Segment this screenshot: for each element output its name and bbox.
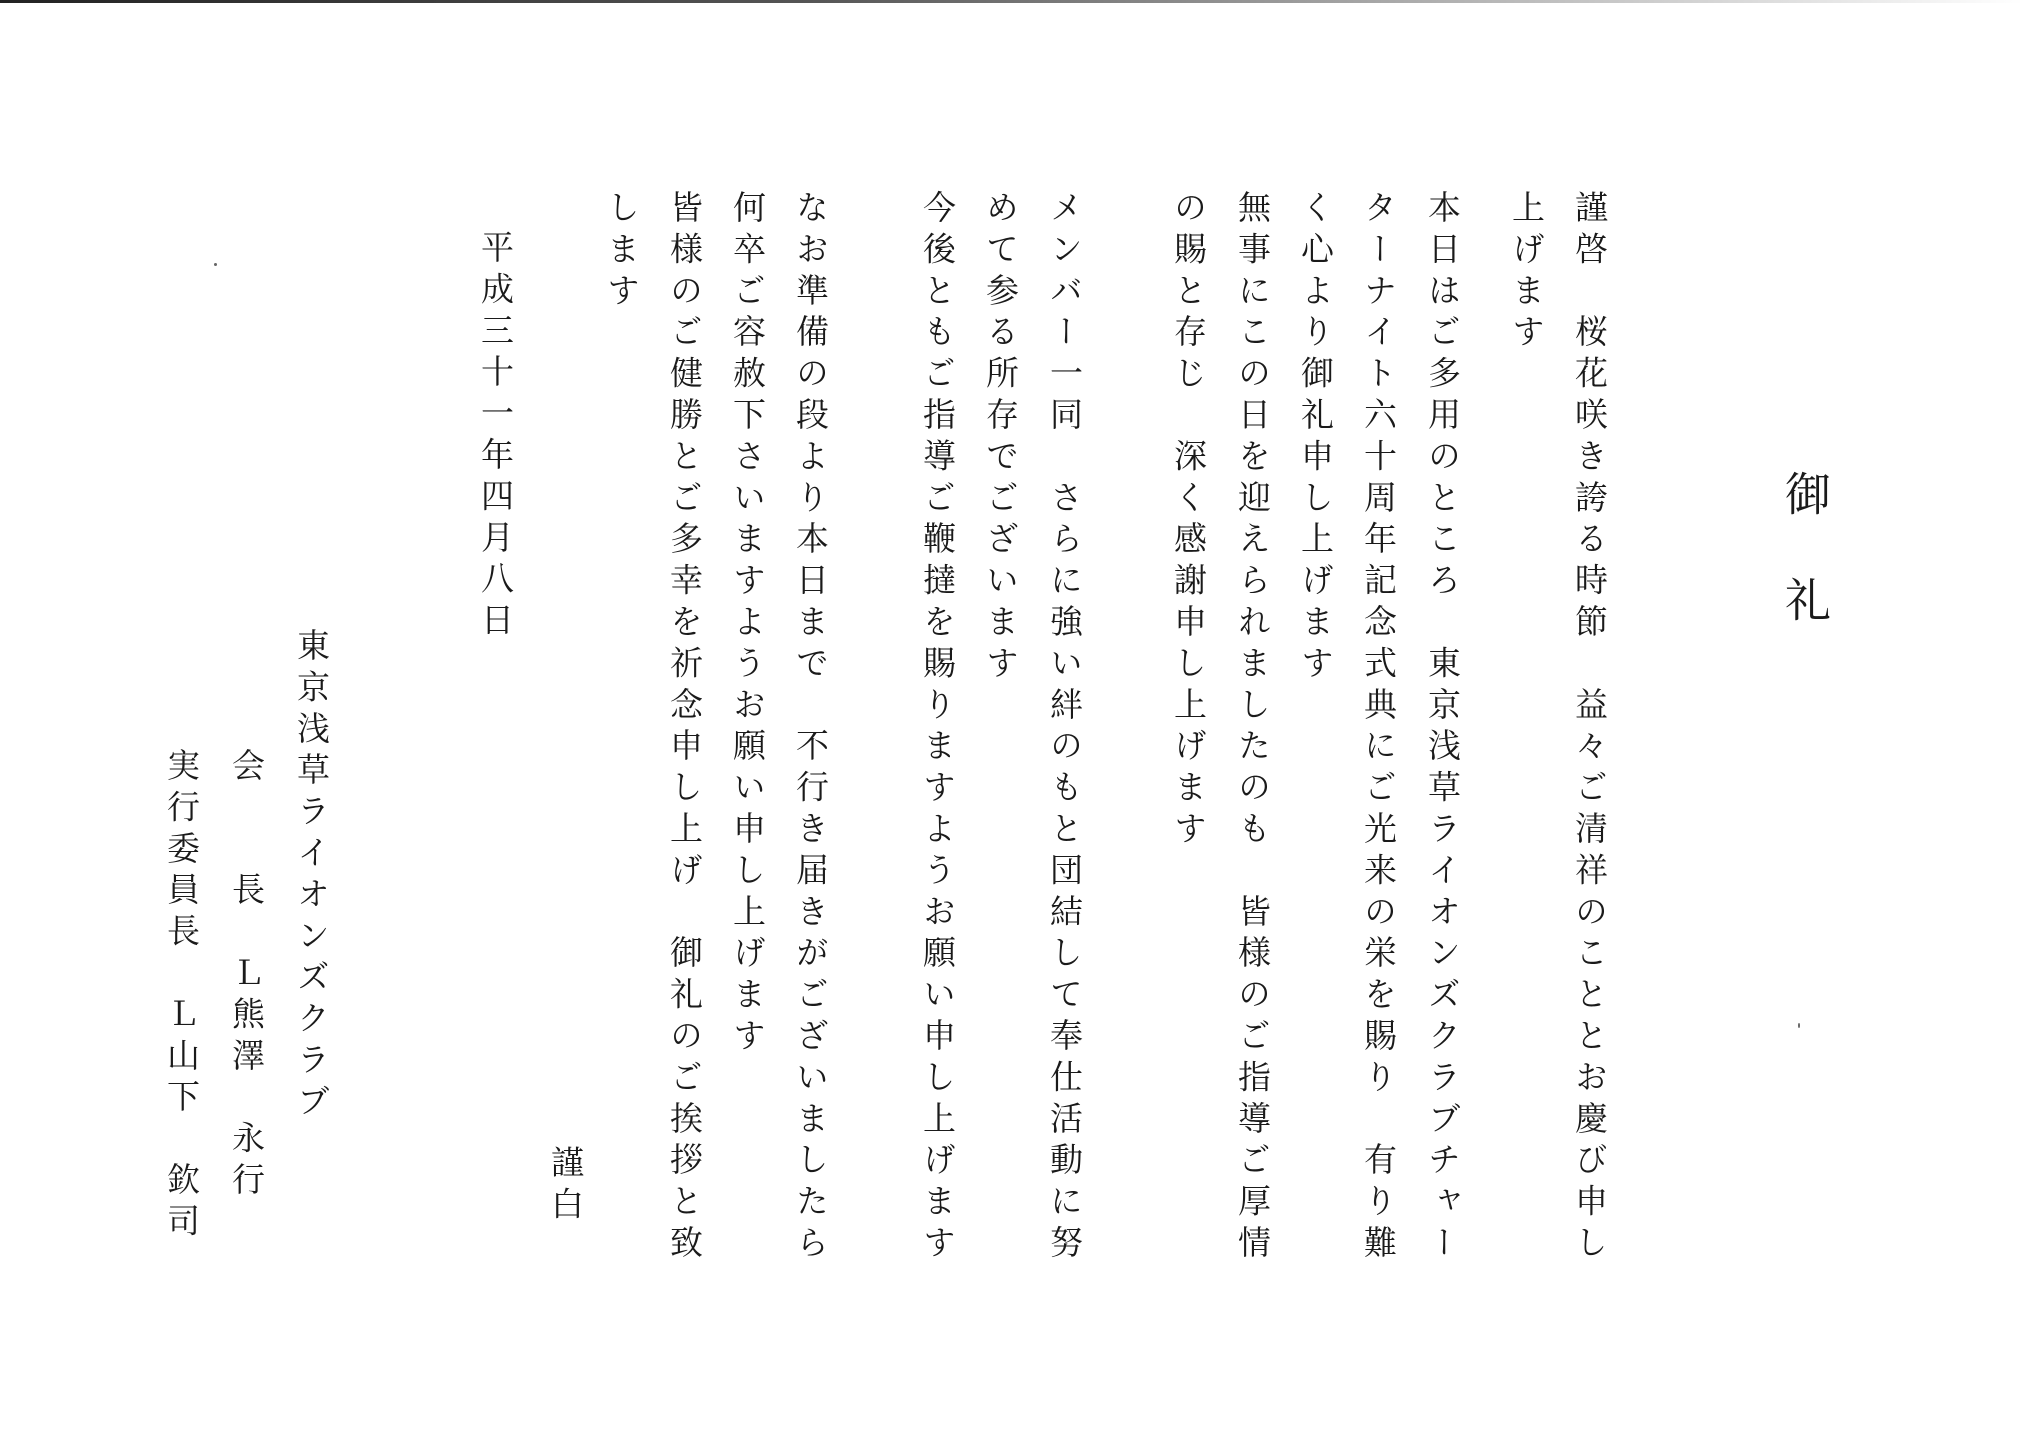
scan-speck xyxy=(214,263,217,266)
body-line-11: なお準備の段より本日まで 不行き届きがございましたら xyxy=(791,190,830,1267)
scan-speck xyxy=(1798,1023,1800,1028)
scan-top-edge xyxy=(0,0,2023,3)
body-line-1: 謹啓 桜花咲き誇る時節 益々ご清祥のこととお慶び申し xyxy=(1570,190,1609,1267)
body-line-10: 今後ともご指導ご鞭撻を賜りますようお願い申し上げます xyxy=(918,190,957,1267)
letter-title: 御礼 xyxy=(1778,470,1832,682)
body-line-2: 上げます xyxy=(1507,190,1546,356)
body-line-6: 無事にこの日を迎えられましたのも 皆様のご指導ご厚情 xyxy=(1233,190,1272,1267)
body-line-5: く心より御礼申し上げます xyxy=(1296,190,1335,687)
body-line-14: します xyxy=(602,190,641,315)
body-line-4: ターナイト六十周年記念式典にご光来の栄を賜り 有り難 xyxy=(1359,190,1398,1267)
signature-club-name: 東京浅草ライオンズクラブ xyxy=(292,628,331,1125)
body-line-9: めて参る所存でございます xyxy=(981,190,1020,687)
signature-president: 会 長 Ｌ熊澤 永行 xyxy=(227,748,266,1204)
signature-committee-chair: 実行委員長 Ｌ山下 欽司 xyxy=(162,748,201,1245)
body-line-3: 本日はご多用のところ 東京浅草ライオンズクラブチャー xyxy=(1423,190,1462,1267)
closing-phrase: 謹白 xyxy=(546,1145,585,1228)
body-line-8: メンバー一同 さらに強い絆のもと団結して奉仕活動に努 xyxy=(1045,190,1084,1267)
letter-date: 平成三十一年四月八日 xyxy=(476,230,515,644)
body-line-13: 皆様のご健勝とご多幸を祈念申し上げ 御礼のご挨拶と致 xyxy=(665,190,704,1267)
body-line-7: の賜と存じ 深く感謝申し上げます xyxy=(1169,190,1208,853)
body-line-12: 何卒ご容赦下さいますようお願い申し上げます xyxy=(728,190,767,1060)
